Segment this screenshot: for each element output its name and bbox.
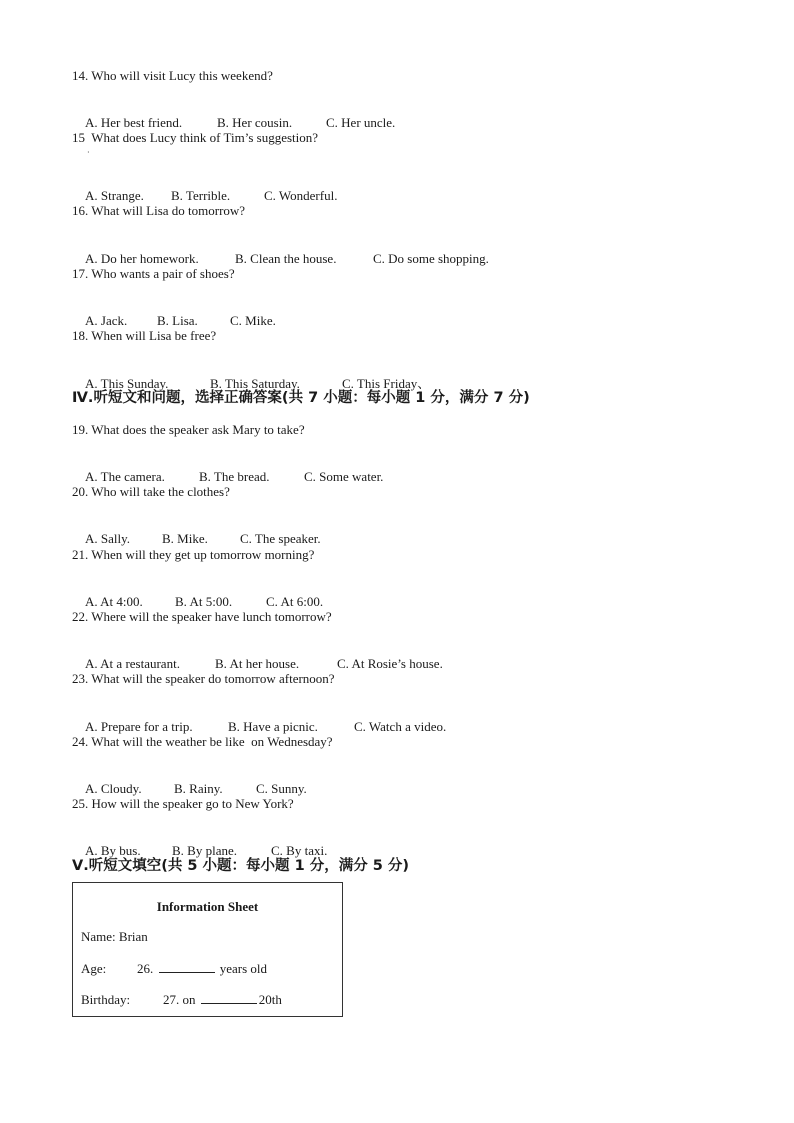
option-a: A. At a restaurant.	[85, 656, 180, 671]
option-a: A. At 4:00.	[85, 594, 143, 609]
option-c: C. Some water.	[304, 469, 384, 484]
option-a: A. The camera.	[85, 469, 165, 484]
option-a: A. Sally.	[85, 531, 131, 546]
option-c: C. At Rosie’s house.	[337, 656, 443, 671]
age-label: Age:	[81, 961, 107, 976]
option-c: C. The speaker.	[240, 531, 321, 546]
age-blank[interactable]	[159, 960, 215, 973]
question-18: 18. When will Lisa be free?	[72, 328, 217, 343]
question-21: 21. When will they get up tomorrow morning?	[72, 547, 315, 562]
birthday-label: Birthday:	[81, 992, 131, 1007]
option-c: C. Sunny.	[256, 781, 307, 796]
option-c: C. At 6:00.	[266, 594, 324, 609]
birthday-suffix: 20th	[258, 992, 282, 1007]
option-a: A. By bus.	[85, 843, 141, 858]
question-25: 25. How will the speaker go to New York?	[72, 796, 294, 811]
option-b: B. This Saturday.	[210, 376, 300, 391]
option-c: C. By taxi.	[271, 843, 328, 858]
option-c: C. Watch a video.	[354, 719, 447, 734]
option-b: B. Her cousin.	[217, 115, 293, 130]
option-b: B. Lisa.	[157, 313, 198, 328]
option-b: B. Clean the house.	[235, 251, 337, 266]
option-c: C. Do some shopping.	[373, 251, 489, 266]
option-c: C. Wonderful.	[264, 188, 338, 203]
option-c: C. Mike.	[230, 313, 276, 328]
question-22: 22. Where will the speaker have lunch tomorrow?	[72, 609, 332, 624]
age-suffix: years old	[219, 961, 268, 976]
birthday-blank[interactable]	[201, 991, 257, 1004]
option-a: A. Jack.	[85, 313, 128, 328]
option-c: C. This Friday、	[342, 376, 431, 391]
option-b: B. At her house.	[215, 656, 300, 671]
age-number: 26.	[137, 961, 154, 976]
option-a: A. Strange.	[85, 188, 144, 203]
option-b: B. Mike.	[162, 531, 208, 546]
option-c: C. Her uncle.	[326, 115, 396, 130]
question-19: 19. What does the speaker ask Mary to take?	[72, 422, 305, 437]
question-23: 23. What will the speaker do tomorrow afternoon?	[72, 671, 335, 686]
age-row	[81, 960, 267, 977]
information-sheet-title: Information Sheet	[156, 899, 259, 914]
stray-mark: ·	[87, 148, 90, 157]
option-a: A. This Sunday.	[85, 376, 169, 391]
option-a: A. Cloudy.	[85, 781, 142, 796]
birthday-row	[81, 991, 282, 1008]
option-b: B. The bread.	[199, 469, 270, 484]
information-sheet	[72, 882, 343, 1017]
section-5-heading: Ⅴ.听短文填空(共 5 小题：每小题 1 分，满分 5 分)	[72, 858, 410, 874]
birthday-number: 27. on	[163, 992, 196, 1007]
option-b: B. Have a picnic.	[228, 719, 318, 734]
question-17: 17. Who wants a pair of shoes?	[72, 266, 235, 281]
question-24: 24. What will the weather be like on Wednesday?	[72, 734, 333, 749]
section-4-heading: Ⅳ.听短文和问题，选择正确答案(共 7 小题：每小题 1 分，满分 7 分)	[72, 390, 530, 406]
option-b: B. By plane.	[172, 843, 237, 858]
question-14: 14. Who will visit Lucy this weekend?	[72, 68, 273, 83]
question-20: 20. Who will take the clothes?	[72, 484, 230, 499]
option-a: A. Prepare for a trip.	[85, 719, 193, 734]
option-b: B. Rainy.	[174, 781, 223, 796]
option-b: B. At 5:00.	[175, 594, 233, 609]
name-row: Name: Brian	[81, 929, 148, 944]
option-a: A. Her best friend.	[85, 115, 183, 130]
question-16: 16. What will Lisa do tomorrow?	[72, 203, 246, 218]
option-a: A. Do her homework.	[85, 251, 199, 266]
option-b: B. Terrible.	[171, 188, 231, 203]
question-15: 15 What does Lucy think of Tim’s suggestion?	[72, 130, 319, 145]
